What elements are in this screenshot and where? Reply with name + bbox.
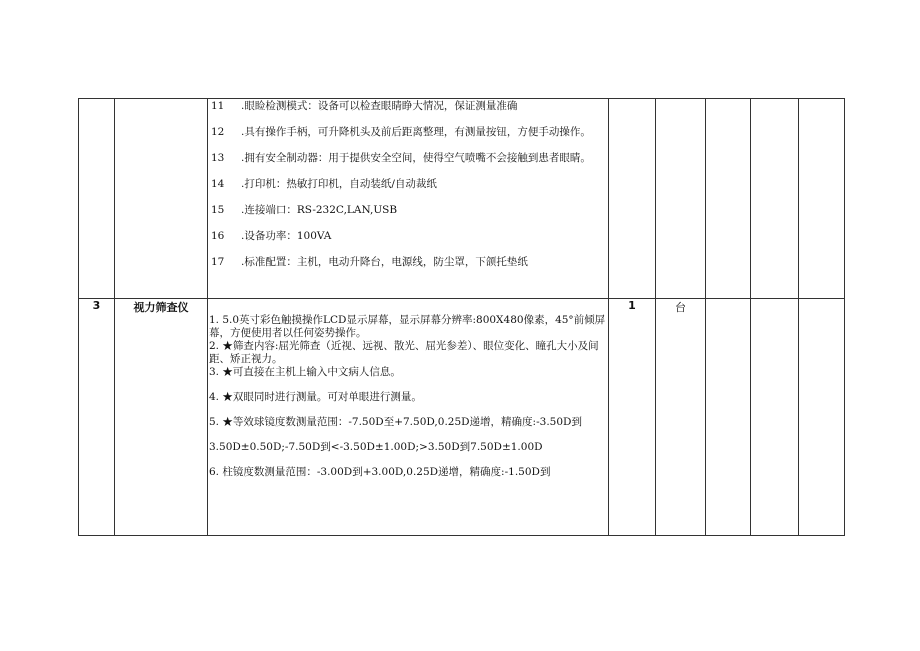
row-number-cell: 3 (79, 299, 115, 536)
param-line: 3. ★可直接在主机上输入中文病人信息。 (209, 366, 401, 378)
empty-cell (706, 299, 751, 536)
param-line: 4. ★双眼同时进行测量。可对单眼进行测量。 (209, 391, 422, 403)
param-item (211, 152, 608, 165)
param-number: 12 (211, 126, 225, 138)
param-line: 5. ★等效球镜度数测量范围：-7.50D至+7.50D,0.25D递增，精确度:-3.50D到 (209, 416, 582, 428)
param-number: 16 (211, 230, 225, 242)
param-number: 13 (211, 152, 225, 164)
empty-cell (799, 299, 845, 536)
param-number: 14 (211, 178, 225, 190)
param-line: 1. 5.0英寸彩色触摸操作LCD显示屏幕，显示屏幕分辨率:800X480像素，45°前倾屏幕，方便使用者以任何姿势操作。 (209, 314, 606, 339)
param-line: 3.50D±0.50D;-7.50D到<-3.50D±1.00D;>3.50D到7.50D±1.00D (209, 441, 543, 453)
param-number: 17 (211, 256, 225, 268)
param-item (211, 256, 608, 269)
spec-params-cell (208, 299, 609, 536)
empty-cell (609, 99, 656, 299)
empty-cell (706, 99, 751, 299)
quantity-cell: 1 (609, 299, 656, 536)
param-item (211, 100, 608, 113)
param-line: 2. ★筛查内容:屈光筛查（近视、远视、散光、屈光参差）、眼位变化、瞳孔大小及间距、矫正视力。 (209, 340, 599, 365)
device-name-cell: 视力筛查仪 (115, 299, 208, 536)
spec-table (78, 98, 845, 536)
empty-cell (799, 99, 845, 299)
table-row (79, 299, 845, 536)
param-text: .眼睑检测模式：设备可以检查眼睛睁大情况，保证测量准确 (241, 100, 518, 112)
param-item (211, 204, 608, 217)
row-number-cell (79, 99, 115, 299)
param-item (211, 230, 608, 243)
param-text: .标准配置：主机，电动升降台，电源线，防尘罩，下颌托垫纸 (241, 256, 528, 268)
param-item (211, 126, 608, 139)
param-number: 11 (211, 100, 225, 112)
table-row (79, 99, 845, 299)
empty-cell (751, 299, 799, 536)
param-item (211, 178, 608, 191)
param-text: .具有操作手柄，可升降机头及前后距离整理，有测量按钮，方便手动操作。 (241, 126, 591, 138)
param-number: 15 (211, 204, 225, 216)
param-text: .设备功率：100VA (241, 230, 332, 242)
empty-cell (751, 99, 799, 299)
param-text: .拥有安全制动器：用于提供安全空间，使得空气喷嘴不会接触到患者眼睛。 (241, 152, 591, 164)
spec-params-cell (208, 99, 609, 299)
param-text: .连接端口：RS-232C,LAN,USB (241, 204, 398, 216)
param-text: .打印机：热敏打印机，自动装纸/自动裁纸 (241, 178, 437, 190)
device-name-cell (115, 99, 208, 299)
empty-cell (656, 99, 706, 299)
unit-cell: 台 (656, 299, 706, 536)
param-line: 6. 柱镜度数测量范围：-3.00D到+3.00D,0.25D递增，精确度:-1.50D到 (209, 466, 551, 478)
